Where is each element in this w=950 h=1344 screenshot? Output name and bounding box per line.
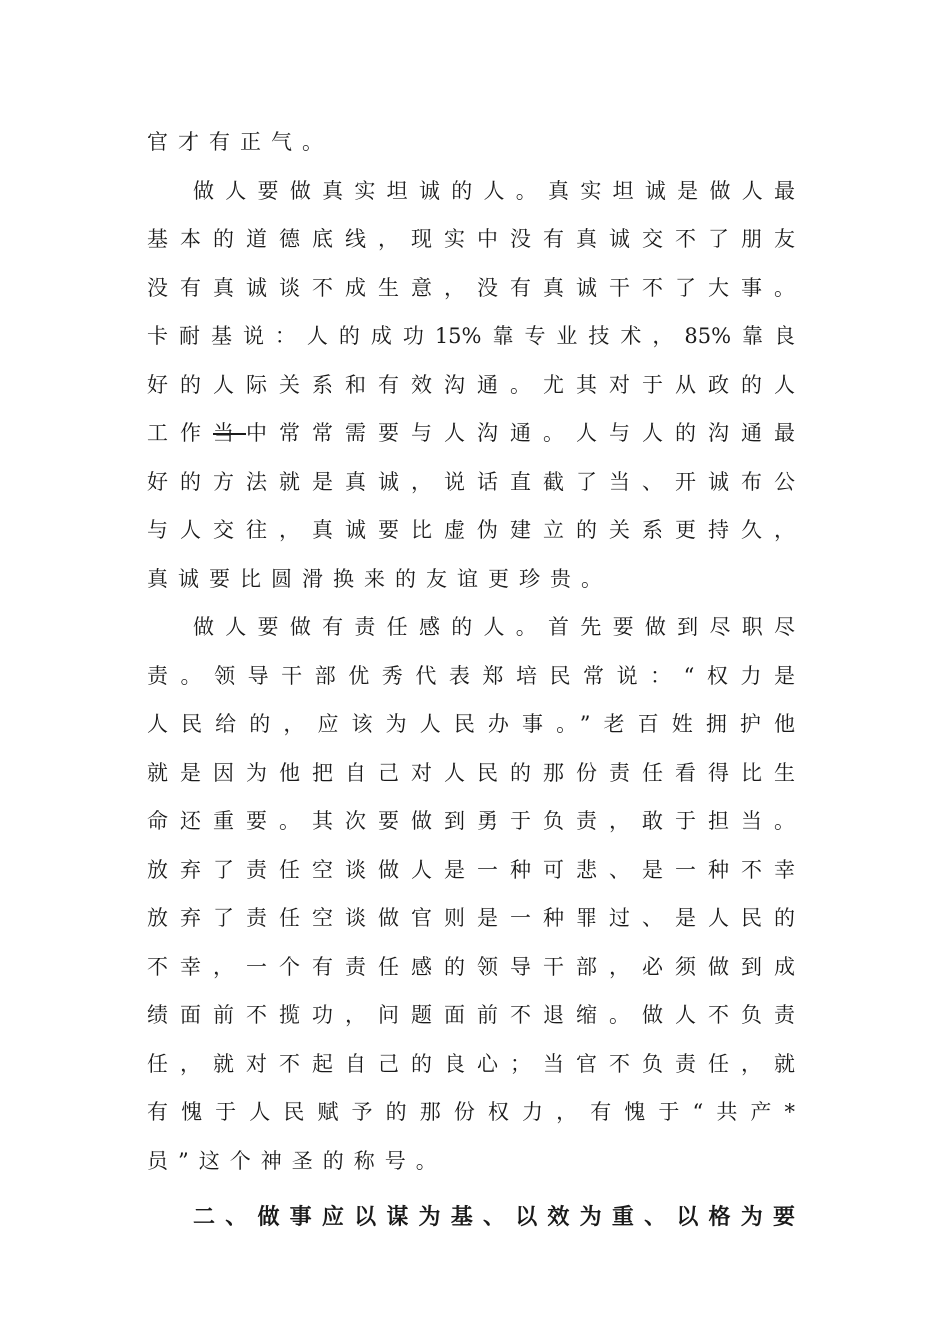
text-line: 员”这个神圣的称号。 [147,1148,447,1173]
text-line: 好的人际关系和有效沟通。尤其对于从政的人 [147,372,795,397]
text-line: 做人要做有责任感的人。首先要做到尽职尽 [193,615,795,639]
text-line: 卡耐基说：人的成功15%靠专业技术，85%靠良 [147,324,795,348]
text-line: 基本的道德底线，现实中没有真诚交不了朋友 [147,227,795,251]
text-line [147,409,795,458]
text-line: 任，就对不起自己的良心；当官不负责任，就 [147,1051,795,1076]
text-line: 就是因为他把自己对人民的那份责任看得比生 [147,760,795,785]
text-line: 绩面前不揽功，问题面前不退缩。做人不负责 [147,1003,795,1027]
text-line: 做人要做真实坦诚的人。真实坦诚是做人最 [193,178,795,203]
text-line: 不幸，一个有责任感的领导干部，必须做到成 [147,954,795,979]
text-fragment: 中常常需要与人沟通。人与人的沟通最 [246,421,795,445]
text-line: 放弃了责任空谈做人是一种可悲、是一种不幸 [147,857,795,882]
text-line: 命还重要。其次要做到勇于负责，敢于担当。 [147,809,795,833]
strikethrough-text: 当 [213,421,246,445]
section-heading: 二、做事应以谋为基、以效为重、以格为要 [193,1204,795,1230]
text-line: 有愧于人民赋予的那份权力，有愧于“共产* [147,1100,795,1124]
document-page [147,118,795,1245]
text-line: 放弃了责任空谈做官则是一种罪过、是人民的 [147,906,795,930]
text-line: 好的方法就是真诚，说话直截了当、开诚布公 [147,469,795,494]
text-line: 真诚要比圆滑换来的友谊更珍贵。 [147,566,612,591]
text-line: 责。领导干部优秀代表郑培民常说：“权力是 [147,663,795,688]
text-line: 人民给的，应该为人民办事。”老百姓拥护他 [147,712,795,736]
text-fragment: 工作 [147,421,213,445]
text-line: 官才有正气。 [147,130,333,154]
text-line: 与人交往，真诚要比虚伪建立的关系更持久， [147,518,795,542]
text-line: 没有真诚谈不成生意，没有真诚干不了大事。 [147,275,795,300]
